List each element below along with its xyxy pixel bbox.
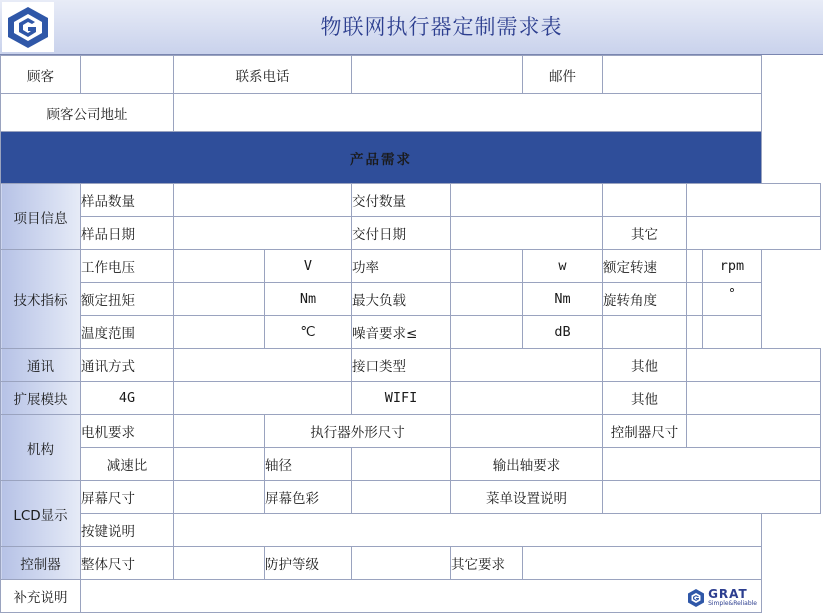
speed-input-unit[interactable] xyxy=(687,250,762,283)
controller-size-label: 控制器尺寸 xyxy=(603,415,687,448)
sample-date-input[interactable] xyxy=(174,217,352,250)
max-load-input[interactable] xyxy=(451,283,523,316)
notes-label: 补充说明 xyxy=(1,580,81,613)
comm-row xyxy=(1,349,821,382)
noise-input[interactable] xyxy=(451,316,523,349)
ext-row xyxy=(1,382,821,415)
power-unit: w xyxy=(523,250,603,283)
shaft-dia-label: 轴径 xyxy=(265,448,352,481)
comm-method-label: 通讯方式 xyxy=(81,349,174,382)
comm-method-input[interactable] xyxy=(174,349,352,382)
sample-qty-label: 样品数量 xyxy=(81,184,174,217)
address-input[interactable] xyxy=(174,94,762,132)
product-requirements-row xyxy=(1,132,821,184)
page-title: 物联网执行器定制需求表 xyxy=(320,15,563,39)
reduction-ratio-label: 减速比 xyxy=(81,448,174,481)
max-load-label: 最大负载 xyxy=(352,283,451,316)
delivery-qty-input[interactable] xyxy=(451,184,603,217)
other-req-label: 其它要求 xyxy=(451,547,523,580)
mech-section: 机构 xyxy=(1,415,81,481)
tech-row-1 xyxy=(1,250,821,283)
project-row-2 xyxy=(1,217,821,250)
motor-req-label: 电机要求 xyxy=(81,415,174,448)
phone-label: 联系电话 xyxy=(174,56,352,94)
screen-color-input[interactable] xyxy=(352,481,451,514)
tech-row-2 xyxy=(1,283,821,316)
4g-label: 4G xyxy=(81,382,174,415)
brand-name: GRAT xyxy=(708,587,748,601)
address-row xyxy=(1,94,821,132)
brand-mark xyxy=(686,588,757,608)
brand-tagline: Simple&Reliable xyxy=(708,600,757,607)
rated-speed-label: 额定转速 xyxy=(603,250,687,283)
screen-size-input[interactable] xyxy=(174,481,265,514)
menu-desc-label: 菜单设置说明 xyxy=(451,481,603,514)
interface-label: 接口类型 xyxy=(352,349,451,382)
project-blank-input[interactable] xyxy=(687,184,821,217)
noise-req-label: 噪音要求≤ xyxy=(352,316,451,349)
4g-input[interactable] xyxy=(174,382,352,415)
noise-unit: dB xyxy=(523,316,603,349)
sample-date-label: 样品日期 xyxy=(81,217,174,250)
email-label: 邮件 xyxy=(523,56,603,94)
load-unit: Nm xyxy=(523,283,603,316)
company-logo-icon xyxy=(2,2,54,52)
temp-unit: ℃ xyxy=(265,316,352,349)
customer-label: 顾客 xyxy=(1,56,81,94)
tech-spec-section: 技术指标 xyxy=(1,250,81,349)
notes-input[interactable] xyxy=(81,580,762,613)
temp-input[interactable] xyxy=(174,316,265,349)
rotation-angle-label: 旋转角度 xyxy=(603,283,687,316)
lcd-row-1 xyxy=(1,481,821,514)
comm-other-label: 其他 xyxy=(603,349,687,382)
customer-row xyxy=(1,56,821,94)
project-blank-cell[interactable] xyxy=(603,184,687,217)
torque-unit: Nm xyxy=(265,283,352,316)
torque-input[interactable] xyxy=(174,283,265,316)
requirement-form-table xyxy=(0,55,821,613)
controller-section: 控制器 xyxy=(1,547,81,580)
phone-input[interactable] xyxy=(352,56,523,94)
other-req-input[interactable] xyxy=(523,547,762,580)
delivery-date-input[interactable] xyxy=(451,217,603,250)
output-shaft-input[interactable] xyxy=(603,448,821,481)
screen-size-label: 屏幕尺寸 xyxy=(81,481,174,514)
mech-row-2 xyxy=(1,448,821,481)
temp-range-label: 温度范围 xyxy=(81,316,174,349)
screen-color-label: 屏幕色彩 xyxy=(265,481,352,514)
speed-input[interactable] xyxy=(687,250,703,282)
speed-unit: rpm xyxy=(719,258,745,274)
email-input[interactable] xyxy=(603,56,762,94)
menu-desc-input[interactable] xyxy=(603,481,821,514)
motor-req-input[interactable] xyxy=(174,415,265,448)
delivery-qty-label: 交付数量 xyxy=(352,184,451,217)
sample-qty-input[interactable] xyxy=(174,184,352,217)
angle-input[interactable] xyxy=(687,283,703,315)
wifi-label: WIFI xyxy=(352,382,451,415)
voltage-label: 工作电压 xyxy=(81,250,174,283)
customer-input[interactable] xyxy=(81,56,174,94)
reduction-ratio-input[interactable] xyxy=(174,448,265,481)
comm-section: 通讯 xyxy=(1,349,81,382)
project-other-label: 其它 xyxy=(603,217,687,250)
power-input[interactable] xyxy=(451,250,523,283)
notes-row xyxy=(1,580,821,613)
project-other-input[interactable] xyxy=(687,217,821,250)
protection-label: 防护等级 xyxy=(265,547,352,580)
overall-size-input[interactable] xyxy=(174,547,265,580)
tech-blank-cell[interactable] xyxy=(603,316,687,349)
voltage-input[interactable] xyxy=(174,250,265,283)
interface-input[interactable] xyxy=(451,349,603,382)
project-info-section: 项目信息 xyxy=(1,184,81,250)
rated-torque-label: 额定扭矩 xyxy=(81,283,174,316)
output-shaft-label: 输出轴要求 xyxy=(451,448,603,481)
angle-unit: ° xyxy=(728,287,736,302)
shaft-dia-input[interactable] xyxy=(352,448,451,481)
tech-blank-input[interactable] xyxy=(687,316,762,349)
outline-size-input[interactable] xyxy=(451,415,603,448)
key-desc-label: 按键说明 xyxy=(81,514,174,547)
header-bar xyxy=(0,0,823,55)
lcd-row-2 xyxy=(1,514,821,547)
controller-size-input[interactable] xyxy=(687,415,821,448)
mech-row-1 xyxy=(1,415,821,448)
wifi-input[interactable] xyxy=(451,382,603,415)
ext-module-section: 扩展模块 xyxy=(1,382,81,415)
delivery-date-label: 交付日期 xyxy=(352,217,451,250)
overall-size-label: 整体尺寸 xyxy=(81,547,174,580)
outline-size-label: 执行器外形尺寸 xyxy=(265,415,451,448)
power-label: 功率 xyxy=(352,250,451,283)
lcd-section: LCD显示 xyxy=(1,481,81,547)
ext-other-label: 其他 xyxy=(603,382,687,415)
brand-logo-icon xyxy=(686,588,706,608)
ctrl-row xyxy=(1,547,821,580)
voltage-unit: V xyxy=(265,250,352,283)
angle-input-unit[interactable] xyxy=(687,283,762,316)
address-label: 顾客公司地址 xyxy=(1,94,174,132)
key-desc-input[interactable] xyxy=(174,514,762,547)
comm-other-input[interactable] xyxy=(687,349,821,382)
product-requirements-banner: 产品需求 xyxy=(1,132,762,184)
ext-other-input[interactable] xyxy=(687,382,821,415)
project-row-1 xyxy=(1,184,821,217)
protection-input[interactable] xyxy=(352,547,451,580)
tech-row-3 xyxy=(1,316,821,349)
